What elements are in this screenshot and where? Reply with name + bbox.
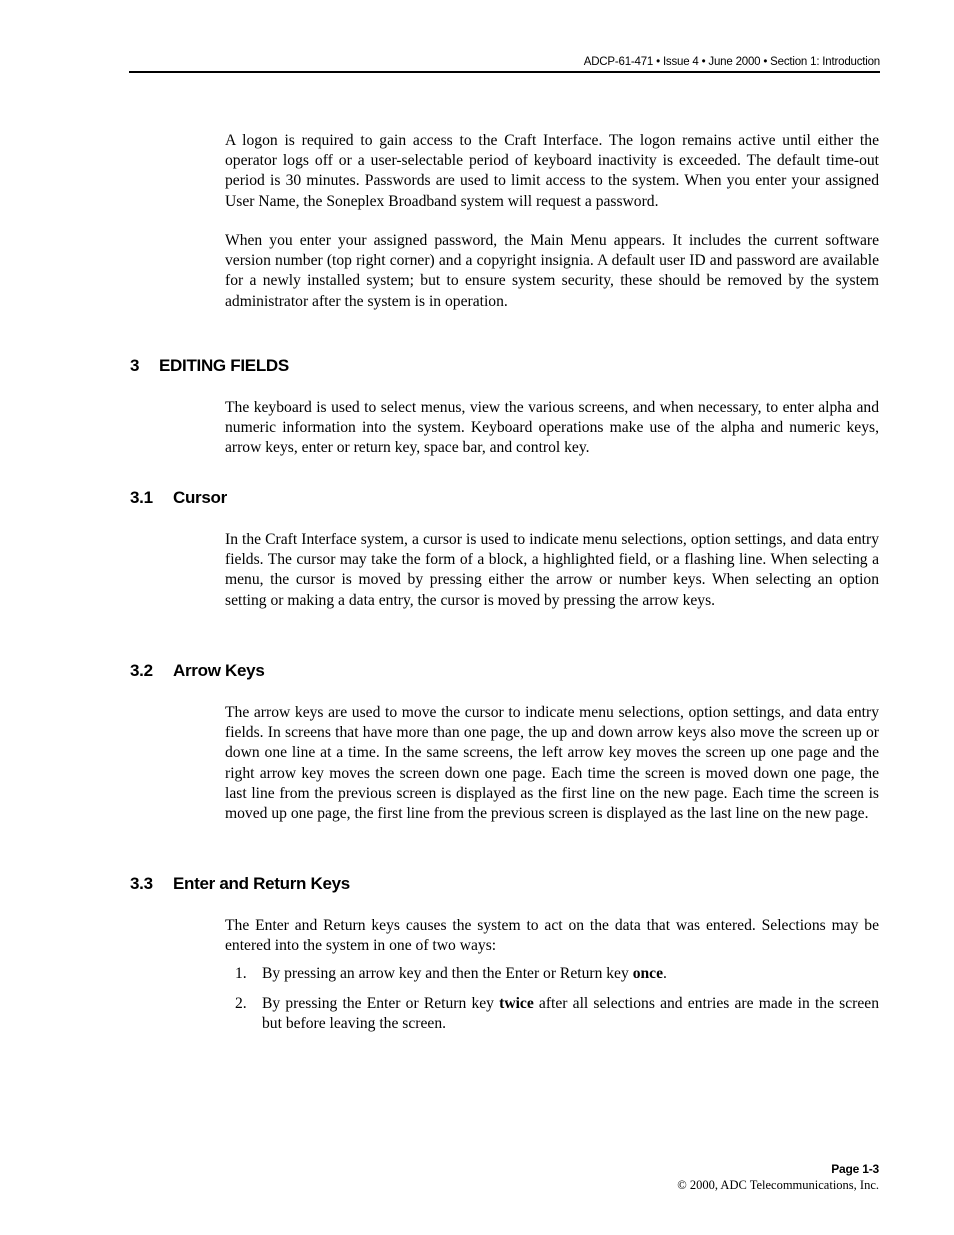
section-number: 3.2 bbox=[130, 661, 153, 680]
header-rule bbox=[129, 71, 880, 73]
list-text-emphasis: once bbox=[632, 965, 663, 982]
section-3-1-heading bbox=[130, 488, 227, 508]
list-item-text bbox=[262, 994, 879, 1034]
list-marker: 1. bbox=[235, 965, 247, 982]
section-3-3-body: The Enter and Return keys causes the system to act on the data that was entered. Selections may be entered into the system in one of two ways: bbox=[225, 917, 879, 955]
section-3-1-body: In the Craft Interface system, a cursor is used to indicate menu selections, option settings, and data entry fields. The cursor may take the form of a block, a highlighted field, or a flashing line. When selecting a menu, the cursor is moved by pressing either the arrow or number keys. When selecting an option setting or making a data entry, the cursor is moved by pressing the arrow keys. bbox=[225, 531, 879, 609]
page-number: Page 1-3 bbox=[831, 1162, 879, 1176]
section-title: Arrow Keys bbox=[173, 661, 265, 680]
section-title: EDITING FIELDS bbox=[159, 356, 289, 375]
section-3-3-heading bbox=[130, 874, 350, 894]
section-3-body: The keyboard is used to select menus, view the various screens, and when necessary, to enter alpha and numeric information into the system. Keyboard operations make use of the alpha and numeric keys, arrow keys, enter or return key, space bar, and control key. bbox=[225, 399, 879, 457]
section-title: Cursor bbox=[173, 488, 227, 507]
section-number: 3 bbox=[130, 356, 140, 375]
list-text-after: after all selections and entries are made in the screen but before leaving the screen. bbox=[262, 995, 879, 1033]
copyright-notice: © 2000, ADC Telecommunications, Inc. bbox=[677, 1178, 879, 1192]
list-text-after: . bbox=[663, 965, 667, 982]
running-head: ADCP-61-471 • Issue 4 • June 2000 • Section 1: Introduction bbox=[583, 56, 880, 68]
list-item bbox=[235, 994, 879, 1034]
intro-paragraph-1: A logon is required to gain access to the Craft Interface. The logon remains active until either the operator logs off or a user-selectable period of keyboard inactivity is exceeded. The default time-out period is 30 minutes. Passwords are used to limit access to the system. When you enter your assigned User Name, the Soneplex Broadband system will request a password. bbox=[225, 132, 879, 210]
section-number: 3.1 bbox=[130, 488, 153, 507]
list-text-emphasis: twice bbox=[499, 995, 534, 1012]
list-text-before: By pressing an arrow key and then the Enter or Return key bbox=[262, 965, 633, 982]
section-3-heading bbox=[130, 356, 289, 376]
section-3-2-body: The arrow keys are used to move the cursor to indicate menu selections, option settings, and data entry fields. In screens that have more than one page, the up and down arrow keys also move the screen up or down one line at a time. In the same screens, the left arrow key moves the screen up one page and the right arrow key moves the screen down one page. Each time the screen is moved down one page, the last line from the previous screen is displayed as the first line on the new page. Each time the screen is moved up one page, the first line from the previous screen is displayed as the last line on the new page. bbox=[225, 704, 879, 823]
section-3-2-heading bbox=[130, 661, 264, 681]
list-text-before: By pressing the Enter or Return key bbox=[262, 995, 500, 1012]
intro-paragraph-2: When you enter your assigned password, the Main Menu appears. It includes the current software version number (top right corner) and a copyright insignia. A default user ID and password are available for a newly installed system; but to ensure system security, these should be removed by the system administrator after the system is in operation. bbox=[225, 232, 879, 310]
list-item bbox=[235, 964, 879, 984]
list-marker: 2. bbox=[235, 995, 247, 1012]
section-number: 3.3 bbox=[130, 874, 153, 893]
section-title: Enter and Return Keys bbox=[173, 874, 350, 893]
list-item-text bbox=[262, 964, 879, 984]
